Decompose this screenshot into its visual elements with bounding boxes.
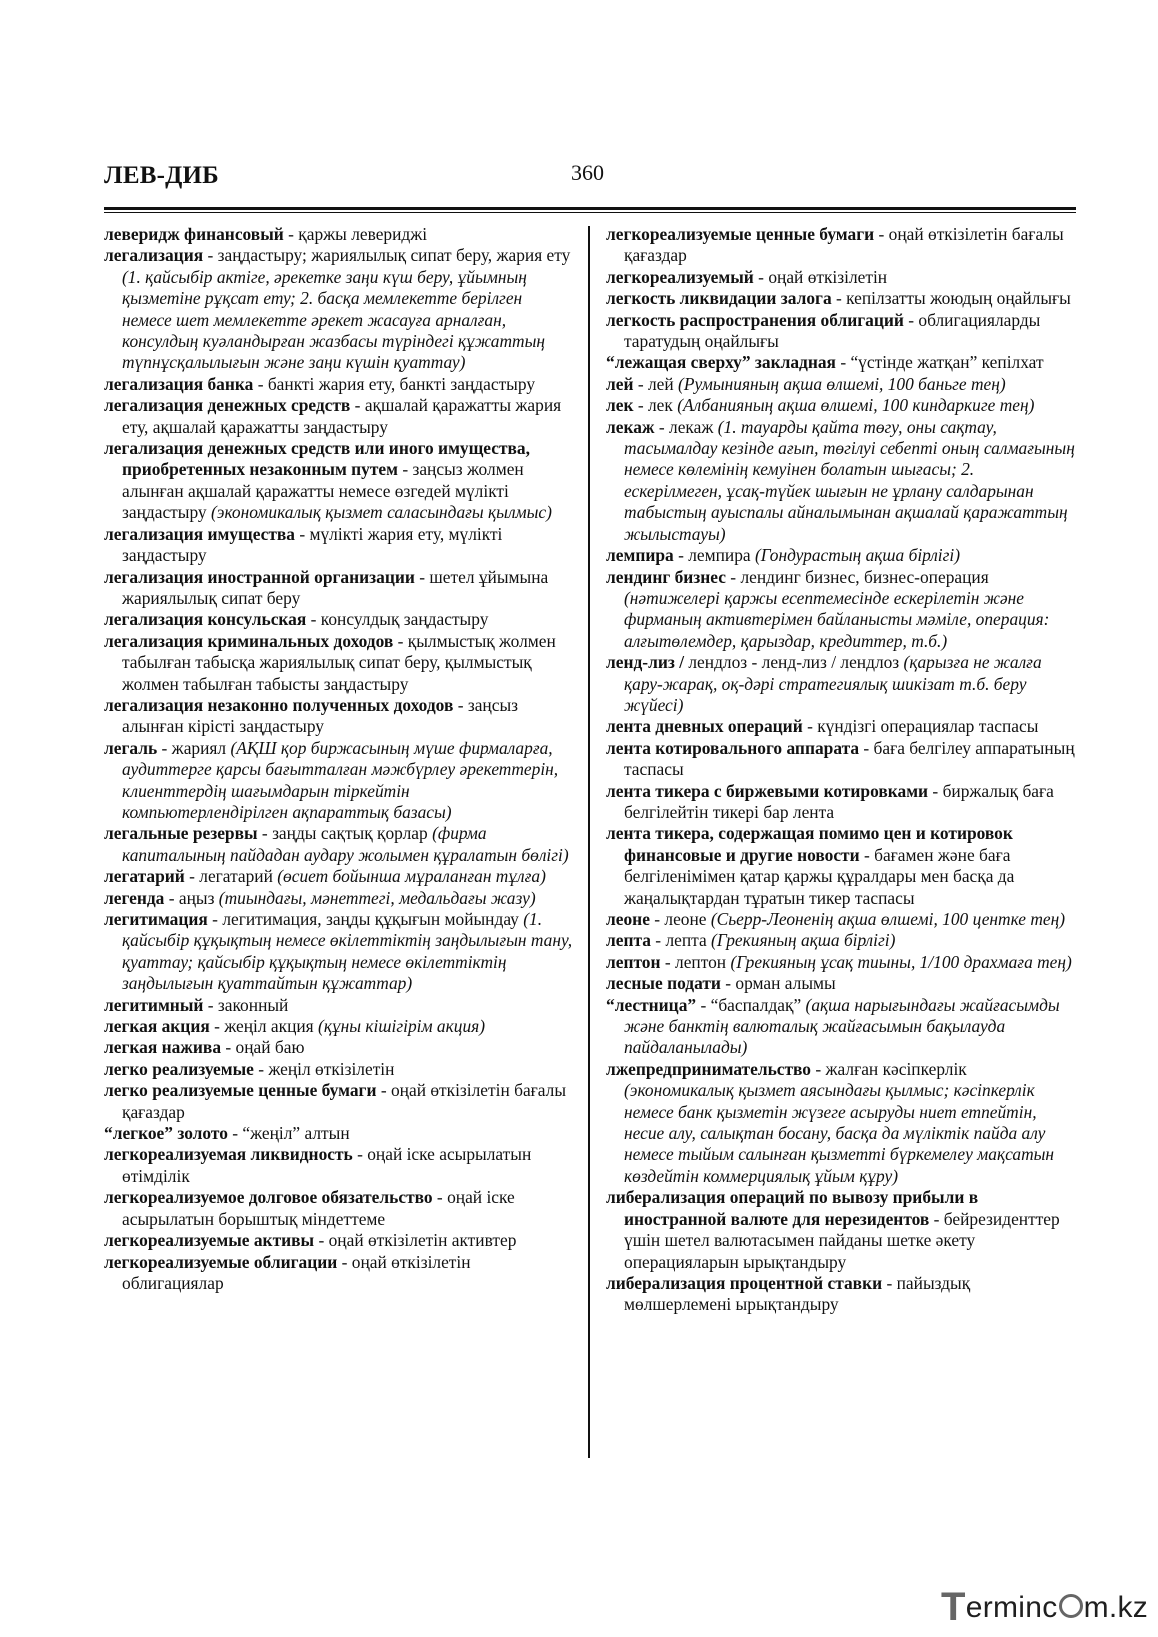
entry-definition: - қаржы левериджі bbox=[283, 224, 428, 244]
dictionary-entry bbox=[606, 1187, 1076, 1273]
entry-definition: - жариял bbox=[157, 737, 231, 758]
entry-note: (Грекияның ақша бірлігі) bbox=[711, 930, 896, 951]
entry-note: (фирма капиталының пайдадан аудару жолымен құралатын бөлігі) bbox=[122, 823, 569, 865]
entry-definition: - легатарий bbox=[184, 866, 278, 887]
entry-definition: - лек bbox=[633, 395, 678, 416]
dictionary-entry bbox=[104, 631, 574, 695]
entry-definition: - законный bbox=[203, 994, 289, 1015]
dictionary-entry bbox=[606, 716, 1076, 737]
entry-term: легкость распространения облигаций bbox=[606, 309, 904, 330]
right-column bbox=[606, 224, 1076, 1316]
entry-definition: - лепта bbox=[650, 930, 712, 951]
entry-definition: - оңай өткізілетін облигациялар bbox=[122, 1251, 471, 1293]
entry-term: лента дневных операций bbox=[606, 716, 803, 737]
dictionary-entry bbox=[606, 909, 1076, 930]
entry-definition: - заңсыз жолмен алынған ақшалай қаражатты немесе өзгедей мүлікті заңдастыру bbox=[122, 459, 524, 523]
entry-term: либерализация операций по вывозу прибыли в иностранной валюте для нерезидентов bbox=[606, 1187, 979, 1229]
entry-definition: - “баспалдақ” bbox=[696, 994, 806, 1015]
entry-term: легализация консульская bbox=[104, 609, 307, 630]
entry-definition: - шетел ұйымына жариялылық сипат беру bbox=[122, 566, 549, 608]
entry-note: (Румынияның ақша өлшемі, 100 баньге тең) bbox=[678, 373, 1006, 394]
entry-definition: - банкті жария ету, банкті заңдастыру bbox=[253, 373, 536, 394]
dictionary-entry bbox=[104, 909, 574, 995]
entry-term: легализация имущества bbox=[104, 523, 295, 544]
entry-term: леоне bbox=[606, 909, 650, 929]
entry-definition: - оңай баю bbox=[221, 1037, 305, 1058]
dictionary-entry bbox=[606, 738, 1076, 781]
entry-definition: - ақшалай қаражатты жария ету, ақшалай қаражатты заңдастыру bbox=[122, 395, 562, 437]
dictionary-entry bbox=[606, 823, 1076, 909]
dictionary-entry bbox=[104, 224, 574, 245]
entry-definition: - “үстінде жатқан” кепілхат bbox=[835, 352, 1044, 373]
entry-term: лендинг бизнес bbox=[606, 566, 726, 587]
entry-definition: - консулдық заңдастыру bbox=[306, 609, 489, 630]
entry-definition: - қылмыстық жолмен табылған табысқа жариялылық сипат беру, қылмыстық жолмен табылған табысты заңдастыру bbox=[122, 630, 556, 694]
dictionary-entry bbox=[104, 866, 574, 887]
entry-definition: - жеңіл акция bbox=[209, 1016, 319, 1037]
entry-term: легаль bbox=[104, 737, 158, 758]
dictionary-entry bbox=[104, 888, 574, 909]
entry-definition: - баға белгілеу аппаратының таспасы bbox=[624, 737, 1075, 780]
entry-term: лептон bbox=[606, 951, 661, 972]
dictionary-entry bbox=[606, 224, 1076, 267]
entry-term: леверидж финансовый bbox=[104, 224, 284, 244]
dictionary-entry bbox=[606, 995, 1076, 1059]
entry-term: легко реализуемые bbox=[104, 1058, 254, 1079]
entry-term: легкореализуемые ценные бумаги bbox=[606, 224, 875, 244]
entry-note: (ақша нарығындағы жайғасымды және банктің валюталық жайғасымын бақылауда пайдаланылады) bbox=[624, 994, 1060, 1058]
entry-term: легитимный bbox=[104, 994, 204, 1015]
entry-definition: - лемпира bbox=[673, 545, 755, 566]
header-rule-thin bbox=[104, 212, 1076, 213]
entry-term: легкореализуемые облигации bbox=[104, 1251, 338, 1272]
entry-definition: - заңды сақтық қорлар bbox=[257, 823, 433, 844]
entry-definition: - облигацияларды таратудың оңайлығы bbox=[624, 309, 1041, 352]
entry-definition: - күндізгі операциялар таспасы bbox=[802, 716, 1039, 737]
entry-note: (Грекияның ұсақ тиыны, 1/100 драхмаға тең) bbox=[730, 951, 1072, 972]
entry-term: легализация bbox=[104, 245, 204, 266]
entry-term: лжепредпринимательство bbox=[606, 1058, 812, 1079]
dictionary-entry bbox=[606, 781, 1076, 824]
dictionary-entry bbox=[606, 352, 1076, 373]
entry-definition: - орман алымы bbox=[720, 973, 836, 994]
entry-definition: - лептон bbox=[660, 951, 731, 972]
dictionary-entry bbox=[104, 609, 574, 630]
logo-ring-icon bbox=[1059, 1594, 1083, 1618]
entry-definition: - оңай іске асырылатын борыштық міндеттеме bbox=[122, 1187, 515, 1229]
entry-definition: - оңай өткізілетін bbox=[753, 266, 888, 287]
entry-term: легко реализуемые ценные бумаги bbox=[104, 1080, 377, 1101]
entry-note: (1. қайсыбір құқықтың немесе өкілеттіктің заңдылығын тану, қуаттау; қайсыбір құқықтың немесе өкілеттіктің заңдылығын қуаттайтын құжаттар) bbox=[122, 909, 573, 994]
dictionary-entry bbox=[104, 1016, 574, 1037]
dictionary-entry bbox=[104, 1037, 574, 1058]
entry-term: легатарий bbox=[104, 866, 185, 887]
dictionary-entry bbox=[104, 995, 574, 1016]
dictionary-entry bbox=[606, 952, 1076, 973]
entry-definition: - лекаж bbox=[654, 416, 718, 437]
dictionary-entry bbox=[104, 1252, 574, 1295]
entry-definition: - оңай іске асырылатын өтімділік bbox=[122, 1144, 532, 1186]
entry-term: легкореализуемый bbox=[606, 266, 754, 287]
entry-definition: - бағамен және баға белгіленімімен қатар қаржы құралдары мен басқа да жаңалықтардан тұратын тикер таспасы bbox=[624, 844, 1015, 908]
entry-definition: - оңай өткізілетін бағалы қағаздар bbox=[122, 1080, 567, 1122]
entry-definition: - лендинг бизнес, бизнес-операция bbox=[725, 566, 989, 587]
entry-term: лента тикера, содержащая помимо цен и котировок финансовые и другие новости bbox=[606, 823, 1013, 865]
entry-note: (құны кішігірім акция) bbox=[318, 1016, 486, 1037]
dictionary-entry bbox=[606, 652, 1076, 716]
dictionary-entry bbox=[104, 695, 574, 738]
entry-term: “легкое” золото bbox=[104, 1123, 228, 1144]
entry-term: лек bbox=[606, 395, 634, 416]
header-rule bbox=[104, 207, 1076, 210]
entry-term: легализация денежных средств или иного имущества, приобретенных незаконным путем bbox=[104, 438, 530, 480]
dictionary-entry bbox=[104, 438, 574, 524]
entry-term: легкореализуемая ликвидность bbox=[104, 1144, 353, 1165]
entry-term: лекаж bbox=[606, 416, 655, 437]
entry-note: (тиындағы, мәнеттегі, медальдағы жазу) bbox=[218, 887, 536, 908]
left-column bbox=[104, 224, 574, 1294]
entry-term: либерализация процентной ставки bbox=[606, 1272, 883, 1293]
entry-definition: - леоне bbox=[649, 909, 711, 929]
entry-term: легкореализуемые активы bbox=[104, 1230, 315, 1251]
entry-term: легализация денежных средств bbox=[104, 395, 351, 416]
page-number: 360 bbox=[571, 160, 604, 185]
dictionary-entry bbox=[104, 1059, 574, 1080]
entry-definition: лендлоз - ленд-лиз / лендлоз bbox=[684, 652, 904, 673]
entry-term: “лежащая сверху” закладная bbox=[606, 352, 836, 373]
entry-note: (нәтижелері қаржы есептемесінде ескерілетін және фирманың активтерімен байланысты мәміле, операция: алғытөлемдер, қарыздар, кредиттер, т.б.) bbox=[624, 587, 1050, 651]
dictionary-entry bbox=[606, 930, 1076, 951]
dictionary-entry bbox=[606, 267, 1076, 288]
dictionary-entry bbox=[104, 1187, 574, 1230]
entry-definition: - жеңіл өткізілетін bbox=[253, 1058, 395, 1079]
dictionary-entry bbox=[606, 973, 1076, 994]
dictionary-entry bbox=[606, 417, 1076, 545]
entry-definition: - кепілзатты жоюдың оңайлығы bbox=[831, 288, 1071, 309]
dictionary-entry bbox=[606, 288, 1076, 309]
entry-term: легальные резервы bbox=[104, 823, 258, 844]
dictionary-entry bbox=[606, 1273, 1076, 1316]
entry-term: лей bbox=[606, 373, 634, 394]
entry-note: (АҚШ қор биржасының мүше фирмаларға, аудиттерге қарсы бағытталған мәжбүрлеу әрекеттерін, клиенттердің шағымдарын тіркейтін компьютерлендірілген ақпараттық базасы) bbox=[122, 737, 559, 822]
entry-definition: - аңыз bbox=[164, 887, 219, 908]
entry-note: (Сьерр-Леоненің ақша өлшемі, 100 центке тең) bbox=[710, 909, 1066, 929]
entry-note: (Гондурастың ақша бірлігі) bbox=[755, 545, 961, 566]
entry-term: легкость ликвидации залога bbox=[606, 288, 832, 309]
entry-term: ленд-лиз / bbox=[606, 652, 685, 673]
entry-term: лепта bbox=[606, 930, 651, 951]
section-header: ЛЕВ-ДИБ bbox=[104, 162, 219, 189]
dictionary-entry bbox=[104, 823, 574, 866]
column-divider bbox=[588, 226, 590, 1458]
entry-definition: - жалған кәсіпкерлік bbox=[811, 1058, 967, 1079]
dictionary-entry bbox=[104, 374, 574, 395]
entry-definition: - лей bbox=[633, 373, 679, 394]
entry-definition: - легитимация, заңды құқығын мойындау bbox=[207, 909, 524, 929]
dictionary-entry bbox=[606, 1059, 1076, 1187]
dictionary-entry bbox=[104, 1123, 574, 1144]
dictionary-entry bbox=[104, 567, 574, 610]
dictionary-entry bbox=[606, 310, 1076, 353]
dictionary-entry bbox=[104, 1230, 574, 1251]
entry-definition: - оңай өткізілетін активтер bbox=[314, 1230, 517, 1251]
entry-note: (Албанияның ақша өлшемі, 100 киндаркиге тең) bbox=[677, 395, 1035, 416]
entry-term: “лестница” bbox=[606, 994, 697, 1015]
entry-term: лемпира bbox=[606, 545, 674, 566]
dictionary-entry bbox=[104, 395, 574, 438]
entry-note: (экономикалық қызмет аясындағы қылмыс; кәсіпкерлік немесе банк қызметін жүзеге асыруды ниет етпейтін, несие алу, салықтан босану, басқа да мүліктік пайда алу немесе тыйым салынған қызметті бүркемелеу мақсатын көздейтін коммерциялық ұйым құру) bbox=[624, 1080, 1055, 1186]
entry-term: легкая акция bbox=[104, 1016, 210, 1037]
entry-note: (экономикалық қызмет саласындағы қылмыс) bbox=[210, 502, 552, 523]
entry-note: (1. қайсыбір актіге, әрекетке заңи күш беру, ұйымның қызметіне рұқсат ету; 2. басқа мемлекетте берілген немесе шет мемлекетте әрекет жасауға арналған, консулдың куәландырған жазбасы түріндегі құжаттың түпнұсқалылығын және заңи күшін қуаттау) bbox=[122, 266, 546, 373]
entry-note: (қарызға не жалға қару-жарақ, оқ-дәрі стратегиялық шикізат т.б. беру жүйесі) bbox=[624, 652, 1042, 715]
entry-definition: - биржалық баға белгілейтін тикері бар лента bbox=[624, 780, 1054, 822]
entry-definition: - бейрезиденттер үшін шетел валютасымен пайданы шетке әкету операцияларын ырықтандыру bbox=[624, 1208, 1060, 1272]
dictionary-entry bbox=[104, 524, 574, 567]
dictionary-entry bbox=[606, 545, 1076, 566]
entry-term: легкореализуемое долговое обязательство bbox=[104, 1187, 433, 1208]
dictionary-entry bbox=[104, 1080, 574, 1123]
dictionary-entry bbox=[104, 245, 574, 373]
entry-term: лесные подати bbox=[606, 973, 721, 994]
entry-definition: - заңсыз алынған кірісті заңдастыру bbox=[122, 694, 518, 737]
entry-definition: - “жеңіл” алтын bbox=[227, 1123, 350, 1144]
entry-term: лента тикера с биржевыми котировками bbox=[606, 780, 929, 801]
dictionary-entry bbox=[104, 1144, 574, 1187]
dictionary-entry bbox=[606, 374, 1076, 395]
entry-term: лента котировального аппарата bbox=[606, 737, 860, 758]
termincom-watermark: Terminc m.kz bbox=[941, 1585, 1149, 1629]
entry-note: (1. тауарды қайта төгу, оны сақтау, тасымалдау кезінде ағып, төгілуі себепті оның салмағының немесе көлемінің кемуінен болатын шығасы; 2. ескерілмеген, ұсақ-түйек шығын не ұрлану салдарынан табыстың ауыспалы айналымынан ақшалай қаражаттың жылыстауы) bbox=[624, 416, 1075, 544]
entry-definition: - пайыздық мөлшерлемені ырықтандыру bbox=[624, 1272, 971, 1315]
dictionary-entry bbox=[606, 395, 1076, 416]
entry-term: легенда bbox=[104, 887, 165, 908]
entry-term: легализация криминальных доходов bbox=[104, 630, 394, 651]
entry-definition: - мүлікті жария ету, мүлікті заңдастыру bbox=[122, 523, 503, 566]
entry-term: легитимация bbox=[104, 909, 208, 929]
entry-term: легализация иностранной организации bbox=[104, 566, 415, 587]
entry-term: легализация незаконно полученных доходов bbox=[104, 694, 454, 715]
entry-term: легализация банка bbox=[104, 373, 254, 394]
dictionary-entry bbox=[104, 738, 574, 824]
entry-note: (өсиет бойынша мұраланған тұлға) bbox=[277, 866, 546, 887]
dictionary-entry bbox=[606, 567, 1076, 653]
entry-definition: - оңай өткізілетін бағалы қағаздар bbox=[624, 224, 1064, 266]
entry-term: легкая нажива bbox=[104, 1037, 222, 1058]
entry-definition: - заңдастыру; жариялылық сипат беру, жария ету bbox=[203, 245, 571, 266]
